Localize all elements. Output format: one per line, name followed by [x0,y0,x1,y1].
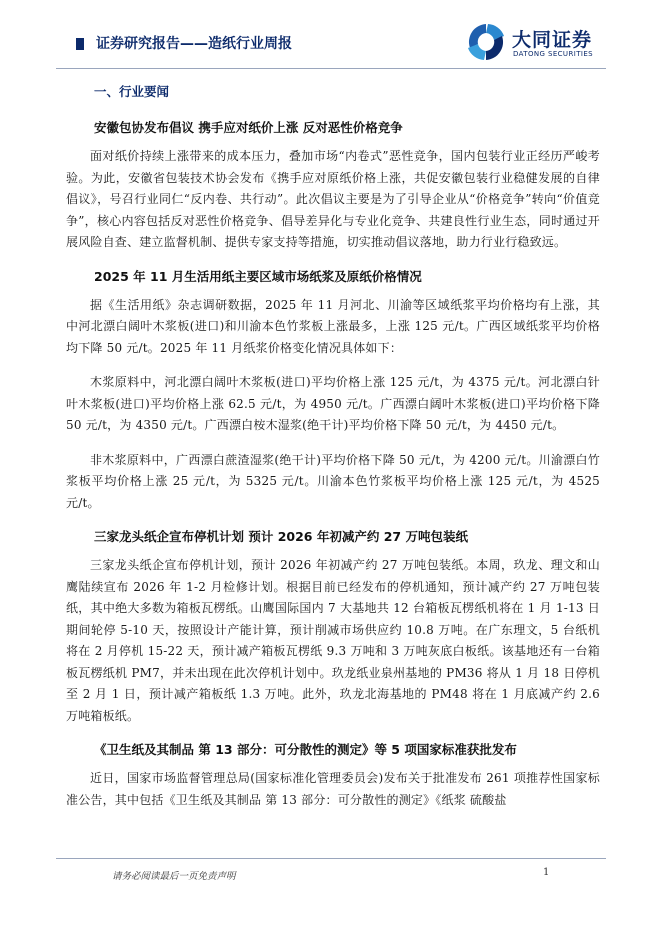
datong-logo-mark-icon [466,22,506,62]
report-body [66,82,600,824]
news-paragraph: 面对纸价持续上涨带来的成本压力，叠加市场“内卷式”恶性竞争，国内包装行业正经历严峻考验。为此，安徽省包装技术协会发布《携手应对原纸价格上涨，共促安徽包装行业稳健发展的自律倡议》，号召行业同仁“反内卷、共行动”。此次倡议主要是为了引导企业从“价格竞争”转向“价值竞争”，核心内容包括反对恶性价格竞争、倡导差异化与专业化竞争、共建良性行业生态，同时通过开展风险自查、建立监督机制、提供专家支持等措施，切实推动倡议落地，助力行业行稳致远。 [66,149,600,249]
news-title: 三家龙头纸企宣布停机计划 预计 2026 年初减产约 27 万吨包装纸 [94,529,468,544]
header-divider [56,68,606,69]
header-marker [76,38,84,50]
news-item [66,267,600,515]
news-paragraph: 非木浆原料中，广西漂白蔗渣湿浆(绝干计)平均价格下降 50 元/t，为 4200 元/t。川渝漂白竹浆板平均价格上涨 25 元/t，为 5325 元/t。川渝本色竹浆板平均价格上涨 125 元/t，为 4525 元/t。 [66,452,600,510]
disclaimer-note: 请务必阅读最后一页免责声明 [112,871,236,882]
news-title: 2025 年 11 月生活用纸主要区域市场纸浆及原纸价格情况 [94,268,422,284]
company-logo [466,20,606,66]
news-paragraph: 木浆原料中，河北漂白阔叶木浆板(进口)平均价格上涨 125 元/t，为 4375 元/t。河北漂白针叶木浆板(进口)平均价格上涨 62.5 元/t，为 4950 元/t。广西漂白阔叶木浆板(进口)平均价格下降 50 元/t，为 4350 元/t。广西漂白桉木湿浆(绝干计)平均价格下降 50 元/t，为 4450 元/t。 [66,375,600,432]
news-paragraph: 近日，国家市场监督管理总局(国家标准化管理委员会)发布关于批准发布 261 项推荐性国家标准公告，其中包括《卫生纸及其制品 第 13 部分：可分散性的测定》《纸浆 硫酸盐 [66,771,600,807]
section-title: 一、行业要闻 [94,84,170,99]
news-item [66,527,600,727]
footer-divider [56,858,606,859]
news-paragraph: 据《生活用纸》杂志调研数据，2025 年 11 月河北、川渝等区域纸浆平均价格均有上涨，其中河北漂白阔叶木浆板(进口)和川渝本色竹浆板上涨最多，上涨 125 元/t。广西区域纸浆平均价格均下降 50 元/t。2025 年 11 月纸浆价格变化情况具体如下： [66,297,600,355]
logo-name: 大同证券 [512,29,593,51]
report-header [0,0,662,70]
news-item [66,118,600,254]
news-title: 《卫生纸及其制品 第 13 部分：可分散性的测定》等 5 项国家标准获批发布 [94,742,517,757]
page-number: 1 [543,867,550,878]
report-title: 证券研究报告——造纸行业周报 [96,36,292,52]
news-title: 安徽包协发布倡议 携手应对纸价上涨 反对恶性价格竞争 [94,120,403,135]
news-paragraph: 三家龙头纸企宣布停机计划，预计 2026 年初减产约 27 万吨包装纸。本周，玖龙、理文和山鹰陆续宣布 2026 年 1-2 月检修计划。根据目前已经发布的停机通知，预计减产约 27 万吨包装纸，其中绝大多数为箱板瓦楞纸。山鹰国际国内 7 大基地共 12 台箱板瓦楞纸机将在 1 月 1-13 日期间轮停 5-10 天，按照设计产能计算，预计削减市场供应约 10.8 万吨。在广东理文，5 台纸机将在 2 月停机 15-22 天，预计减产箱板瓦楞纸 9.3 万吨和 3 万吨灰底白板纸。该基地还有一台箱板瓦楞纸机 PM7，并未出现在此次停机计划中。玖龙纸业泉州基地的 PM36 将从 1 月 18 日停机至 2 月 1 日，预计减产箱板纸 1.3 万吨。此外，玖龙北海基地的 PM48 将在 1 月底减产约 2.6 万吨箱板纸。 [66,558,600,723]
logo-name-en: DATONG SECURITIES [513,50,593,58]
news-item [66,740,600,811]
